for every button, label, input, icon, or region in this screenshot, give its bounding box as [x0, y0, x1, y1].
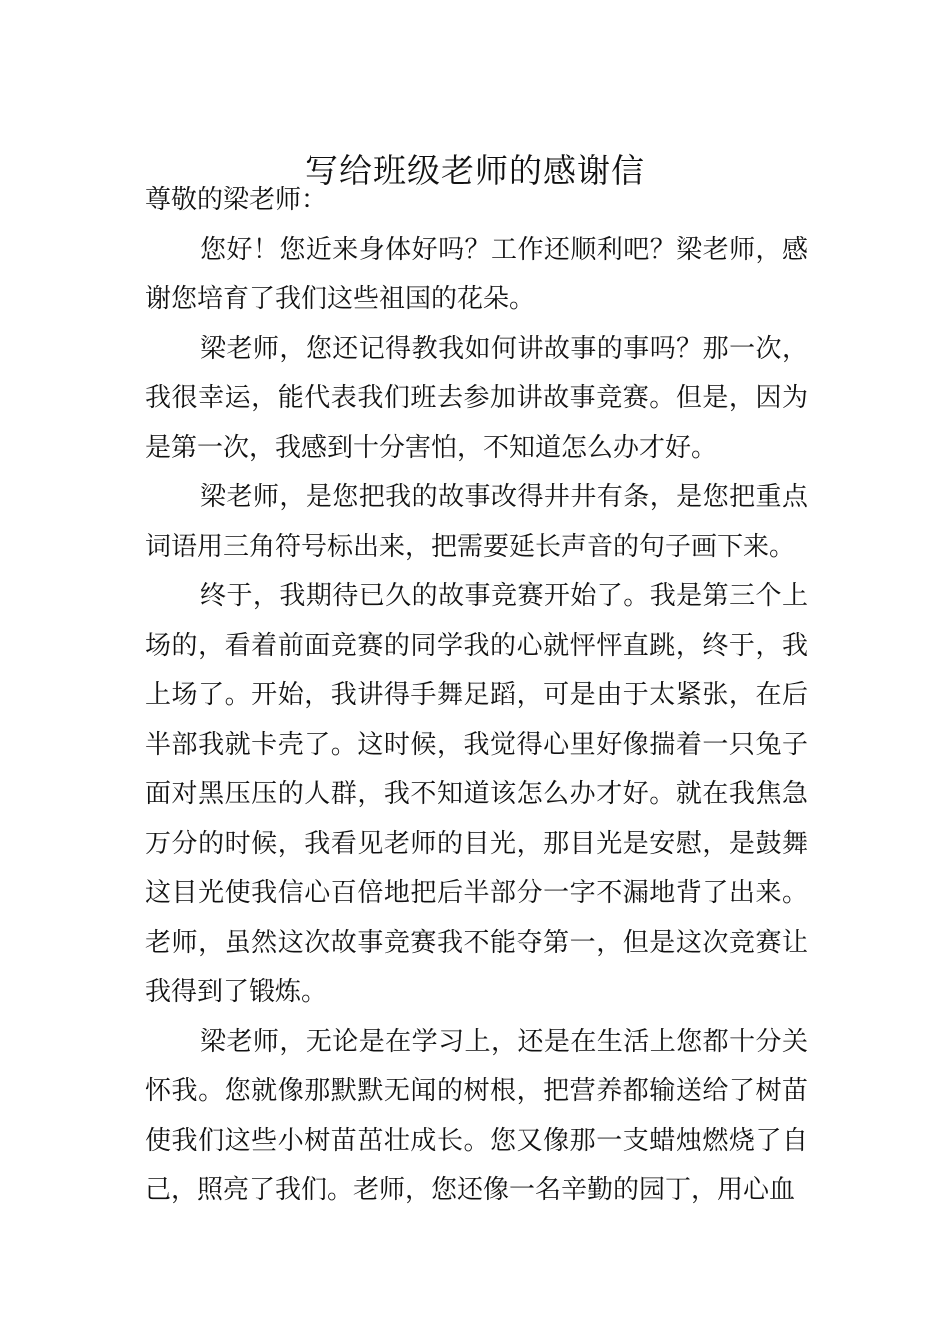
paragraph-5: 梁老师，无论是在学习上，还是在生活上您都十分关怀我。您就像那默默无闻的树根，把营养都输送给了树苗使我们这些小树苗茁壮成长。您又像那一支蜡烛燃烧了自己，照亮了我们。老师，您还像一名辛勤的园丁，用心血: [145, 1026, 808, 1205]
paragraph-2: 梁老师，您还记得教我如何讲故事的事吗？那一次，我很幸运，能代表我们班去参加讲故事竞赛。但是，因为是第一次，我感到十分害怕，不知道怎么办才好。: [145, 333, 808, 463]
paragraph-1: 您好！您近来身体好吗？工作还顺利吧？梁老师，感谢您培育了我们这些祖国的花朵。: [145, 234, 808, 314]
document-title: 写给班级老师的感谢信: [305, 151, 645, 191]
salutation: 尊敬的梁老师：: [145, 185, 328, 215]
paragraph-3: 梁老师，是您把我的故事改得井井有条，是您把重点词语用三角符号标出来，把需要延长声音的句子画下来。: [145, 482, 808, 562]
paragraph-4: 终于，我期待已久的故事竞赛开始了。我是第三个上场的，看着前面竞赛的同学我的心就怦怦直跳，终于，我上场了。开始，我讲得手舞足蹈，可是由于太紧张，在后半部我就卡壳了。这时候，我觉得心里好像揣着一只兔子面对黑压压的人群，我不知道该怎么办才好。就在我焦急万分的时候，我看见老师的目光，那目光是安慰，是鼓舞这目光使我信心百倍地把后半部分一字不漏地背了出来。老师，虽然这次故事竞赛我不能夺第一，但是这次竞赛让我得到了锻炼。: [145, 581, 808, 1007]
letter-body: [145, 176, 808, 1216]
